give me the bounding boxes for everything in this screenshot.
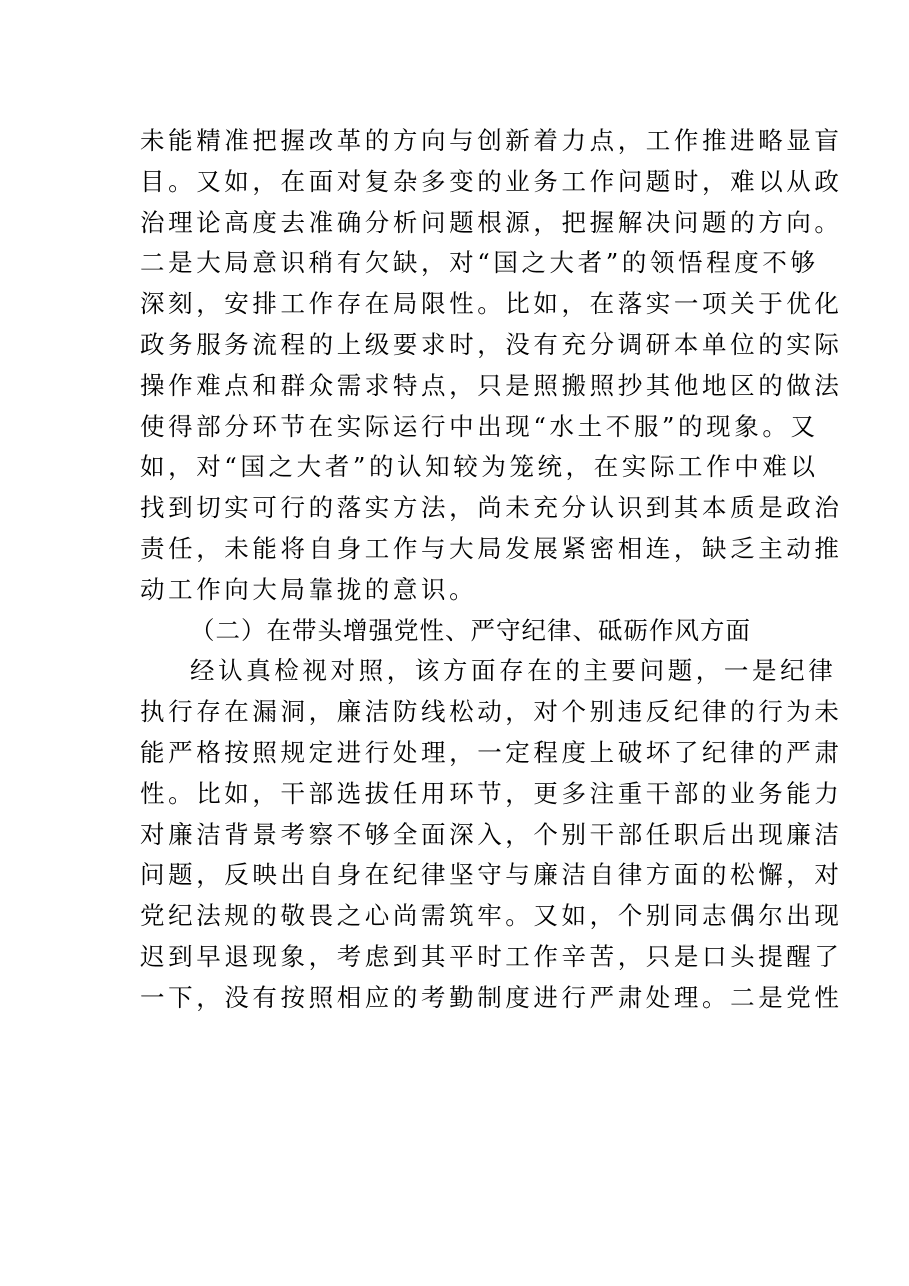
paragraph-line: 未能精准把握改革的方向与创新着力点，工作推进略显盲 xyxy=(140,126,843,155)
paragraph-line: 经认真检视对照，该方面存在的主要问题，一是纪律 xyxy=(190,656,837,686)
paragraph-line: 如，对“国之大者”的认知较为笼统，在实际工作中难以 xyxy=(140,452,819,482)
paragraph-line: 能严格按照规定进行处理，一定程度上破坏了纪律的严肃 xyxy=(140,737,843,767)
paragraph-line: 找到切实可行的落实方法，尚未充分认识到其本质是政治 xyxy=(140,493,843,523)
section-heading: （二）在带头增强党性、严守纪律、砥砺作风方面 xyxy=(190,615,751,645)
paragraph-line: 治理论高度去准确分析问题根源，把握解决问题的方向。 xyxy=(140,207,843,237)
paragraph-line: 目。又如，在面对复杂多变的业务工作问题时，难以从政 xyxy=(140,166,843,196)
paragraph-line: 责任，未能将自身工作与大局发展紧密相连，缺乏主动推 xyxy=(140,533,843,563)
paragraph-line: 一下，没有按照相应的考勤制度进行严肃处理。二是党性 xyxy=(140,982,843,1012)
paragraph-line: 问题，反映出自身在纪律坚守与廉洁自律方面的松懈，对 xyxy=(140,860,843,890)
document-body xyxy=(140,121,843,1019)
paragraph-line: 操作难点和群众需求特点，只是照搬照抄其他地区的做法 xyxy=(140,370,843,400)
paragraph-line: 迟到早退现象，考虑到其平时工作辛苦，只是口头提醒了 xyxy=(140,941,843,971)
paragraph-line: 深刻，安排工作存在局限性。比如，在落实一项关于优化 xyxy=(140,289,843,319)
paragraph-line: 性。比如，干部选拔任用环节，更多注重干部的业务能力 xyxy=(140,778,843,808)
paragraph-line: 对廉洁背景考察不够全面深入，个别干部任职后出现廉洁 xyxy=(140,819,843,849)
paragraph-line: 动工作向大局靠拢的意识。 xyxy=(140,574,478,604)
paragraph-line: 政务服务流程的上级要求时，没有充分调研本单位的实际 xyxy=(140,329,843,359)
paragraph-line: 二是大局意识稍有欠缺，对“国之大者”的领悟程度不够 xyxy=(140,248,819,278)
paragraph-line: 使得部分环节在实际运行中出现“水土不服”的现象。又 xyxy=(140,411,819,441)
paragraph-line: 执行存在漏洞，廉洁防线松动，对个别违反纪律的行为未 xyxy=(140,697,843,727)
paragraph-line: 党纪法规的敬畏之心尚需筑牢。又如，个别同志偶尔出现 xyxy=(140,901,843,931)
